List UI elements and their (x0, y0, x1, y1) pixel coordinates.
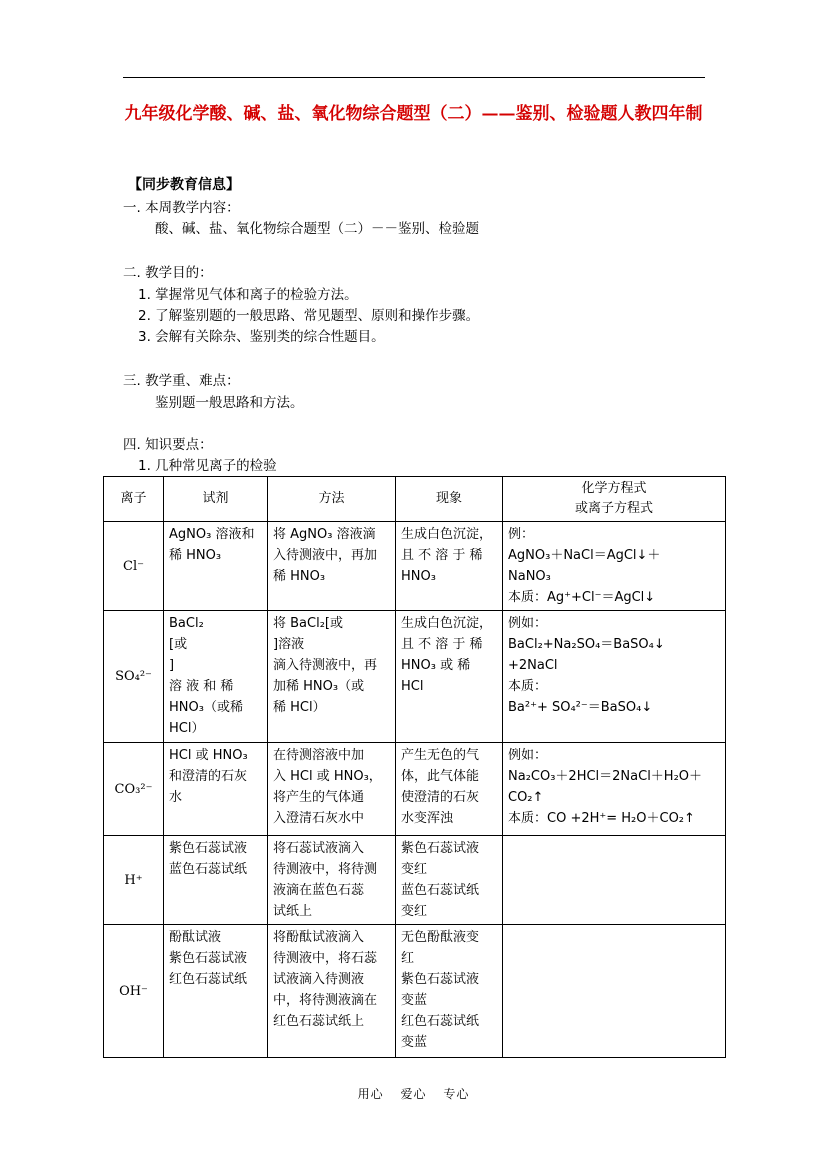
equation-line: NaNO₃ (508, 569, 551, 584)
method-line: 稀 HNO₃ (273, 569, 326, 584)
equation-line: 本质： (508, 679, 548, 694)
page-footer (0, 1085, 827, 1102)
phenomenon-line: 变蓝 (401, 993, 428, 1008)
phenomenon-line: 红色石蕊试纸 (401, 1014, 480, 1029)
reagent-line: BaCl₂ (169, 616, 204, 631)
footer-word: 用心 (357, 1087, 384, 1101)
method-cell (268, 522, 396, 611)
method-line: 加稀 HNO₃（或 (273, 679, 365, 694)
equation-line: 例如： (508, 748, 548, 763)
reagent-line: ] (169, 658, 175, 673)
phenomenon-cell (396, 522, 503, 611)
method-line: 红色石蕊试纸上 (273, 1014, 365, 1029)
phenomenon-line: 且 不 溶 于 稀 (401, 637, 483, 652)
phenomenon-line: 红 (401, 951, 415, 966)
table-row (104, 522, 726, 611)
reagent-line: 紫色石蕊试液 (169, 841, 248, 856)
header-equation-line-1: 化学方程式 (581, 481, 647, 496)
phenomenon-line: 产生无色的气 (401, 748, 480, 763)
method-line: 待测液中，将石蕊 (273, 951, 378, 966)
reagent-line: 红色石蕊试纸 (169, 972, 248, 987)
method-line: 试液滴入待测液 (273, 972, 365, 987)
phenomenon-line: 水变浑浊 (401, 811, 454, 826)
ion-cell: Cl⁻ (104, 522, 164, 611)
equation-line: Ba²⁺+ SO₄²⁻＝BaSO₄↓ (508, 700, 653, 715)
ion-cell: SO₄²⁻ (104, 611, 164, 743)
ion-cell: CO₃²⁻ (104, 743, 164, 836)
equation-cell (503, 925, 726, 1058)
table-row (104, 925, 726, 1058)
phenomenon-cell (396, 836, 503, 925)
reagent-line: 溶 液 和 稀 (169, 679, 234, 694)
reagent-cell (164, 522, 268, 611)
table-row (104, 611, 726, 743)
equation-cell (503, 611, 726, 743)
reagent-cell (164, 611, 268, 743)
method-cell (268, 836, 396, 925)
phenomenon-line: 无色酚酞液变 (401, 930, 480, 945)
phenomenon-line: 生成白色沉淀， (401, 527, 493, 542)
equation-line: 本质：CO +2H⁺= H₂O＋CO₂↑ (508, 811, 695, 826)
reagent-cell (164, 925, 268, 1058)
equation-line: BaCl₂+Na₂SO₄＝BaSO₄↓ (508, 637, 665, 652)
method-line: 滴入待测液中，再 (273, 658, 378, 673)
phenomenon-line: 紫色石蕊试液 (401, 972, 480, 987)
phenomenon-line: HCl (401, 679, 424, 694)
method-line: 入澄清石灰水中 (273, 811, 365, 826)
phenomenon-line: 体，此气体能 (401, 769, 480, 784)
section-3-heading: 三. 教学重、难点： (123, 373, 240, 389)
section-4-heading: 四. 知识要点： (123, 437, 213, 453)
method-line: 液滴在蓝色石蕊 (273, 883, 365, 898)
phenomenon-line: 且 不 溶 于 稀 (401, 548, 483, 563)
page-title: 九年级化学酸、碱、盐、氧化物综合题型（二）——鉴别、检验题人教四年制 (124, 104, 703, 124)
reagent-cell (164, 743, 268, 836)
footer-word: 专心 (443, 1087, 470, 1101)
phenomenon-line: HNO₃ (401, 569, 436, 584)
reagent-cell (164, 836, 268, 925)
method-line: 将酚酞试液滴入 (273, 930, 365, 945)
method-line: 稀 HCl） (273, 700, 326, 715)
reagent-line: 蓝色石蕊试纸 (169, 862, 248, 877)
footer-word: 爱心 (400, 1087, 427, 1101)
ion-cell: OH⁻ (104, 925, 164, 1058)
section-1-heading: 一. 本周教学内容： (123, 200, 240, 216)
method-line: 将 AgNO₃ 溶液滴 (273, 527, 376, 542)
equation-line: 例如： (508, 616, 548, 631)
method-line: 试纸上 (273, 904, 313, 919)
reagent-line: [或 (169, 637, 188, 652)
method-cell (268, 743, 396, 836)
section-2-line-1: 1. 掌握常见气体和离子的检验方法。 (138, 287, 358, 303)
method-line: 将产生的气体通 (273, 790, 365, 805)
section-1-line: 酸、碱、盐、氧化物综合题型（二）－－鉴别、检验题 (155, 221, 479, 237)
header-equation-line-2: 或离子方程式 (574, 501, 653, 516)
table-row (104, 836, 726, 925)
phenomenon-line: 变蓝 (401, 1035, 428, 1050)
method-cell (268, 611, 396, 743)
table-row (104, 743, 726, 836)
header-ion: 离子 (104, 477, 164, 522)
section-2-heading: 二. 教学目的： (123, 265, 213, 281)
phenomenon-line: 紫色石蕊试液 (401, 841, 480, 856)
reagent-line: 稀 HNO₃ (169, 548, 222, 563)
equation-cell (503, 836, 726, 925)
phenomenon-line: 蓝色石蕊试纸 (401, 883, 480, 898)
equation-line: Na₂CO₃＋2HCl＝2NaCl＋H₂O＋ (508, 769, 703, 784)
section-heading: 【同步教育信息】 (128, 177, 240, 193)
header-reagent: 试剂 (164, 477, 268, 522)
section-2-line-2: 2. 了解鉴别题的一般思路、常见题型、原则和操作步骤。 (138, 308, 480, 324)
phenomenon-line: HNO₃ 或 稀 (401, 658, 471, 673)
reagent-line: 紫色石蕊试液 (169, 951, 248, 966)
ion-cell: H⁺ (104, 836, 164, 925)
phenomenon-line: 变红 (401, 862, 428, 877)
phenomenon-line: 变红 (401, 904, 428, 919)
method-line: 入 HCl 或 HNO₃， (273, 769, 382, 784)
equation-line: 本质：Ag⁺+Cl⁻＝AgCl↓ (508, 590, 656, 605)
phenomenon-cell (396, 611, 503, 743)
method-line: 入待测液中，再加 (273, 548, 378, 563)
reagent-line: HCl 或 HNO₃ (169, 748, 248, 763)
phenomenon-line: 使澄清的石灰 (401, 790, 480, 805)
method-line: 将石蕊试液滴入 (273, 841, 365, 856)
method-line: 待测液中，将待测 (273, 862, 378, 877)
header-rule (123, 77, 705, 78)
table-header-row (104, 477, 726, 522)
equation-line: +2NaCl (508, 658, 558, 673)
equation-line: AgNO₃＋NaCl＝AgCl↓＋ (508, 548, 661, 563)
header-equation (503, 477, 726, 522)
header-method: 方法 (268, 477, 396, 522)
section-3-line: 鉴别题一般思路和方法。 (155, 395, 304, 411)
method-line: 在待测溶液中加 (273, 748, 365, 763)
section-4-line: 1. 几种常见离子的检验 (138, 458, 277, 474)
method-line: 中，将待测液滴在 (273, 993, 378, 1008)
reagent-line: AgNO₃ 溶液和 (169, 527, 255, 542)
phenomenon-line: 生成白色沉淀， (401, 616, 493, 631)
method-cell (268, 925, 396, 1058)
phenomenon-cell (396, 925, 503, 1058)
section-2-line-3: 3. 会解有关除杂、鉴别类的综合性题目。 (138, 329, 385, 345)
header-phenomenon: 现象 (396, 477, 503, 522)
method-line: ]溶液 (273, 637, 305, 652)
equation-line: 例： (508, 527, 535, 542)
equation-line: CO₂↑ (508, 790, 544, 805)
reagent-line: 水 (169, 790, 183, 805)
equation-cell (503, 522, 726, 611)
ion-test-table (103, 476, 726, 1058)
reagent-line: 酚酞试液 (169, 930, 222, 945)
phenomenon-cell (396, 743, 503, 836)
reagent-line: HCl） (169, 721, 205, 736)
equation-cell (503, 743, 726, 836)
method-line: 将 BaCl₂[或 (273, 616, 343, 631)
reagent-line: HNO₃（或稀 (169, 700, 243, 715)
reagent-line: 和澄清的石灰 (169, 769, 248, 784)
